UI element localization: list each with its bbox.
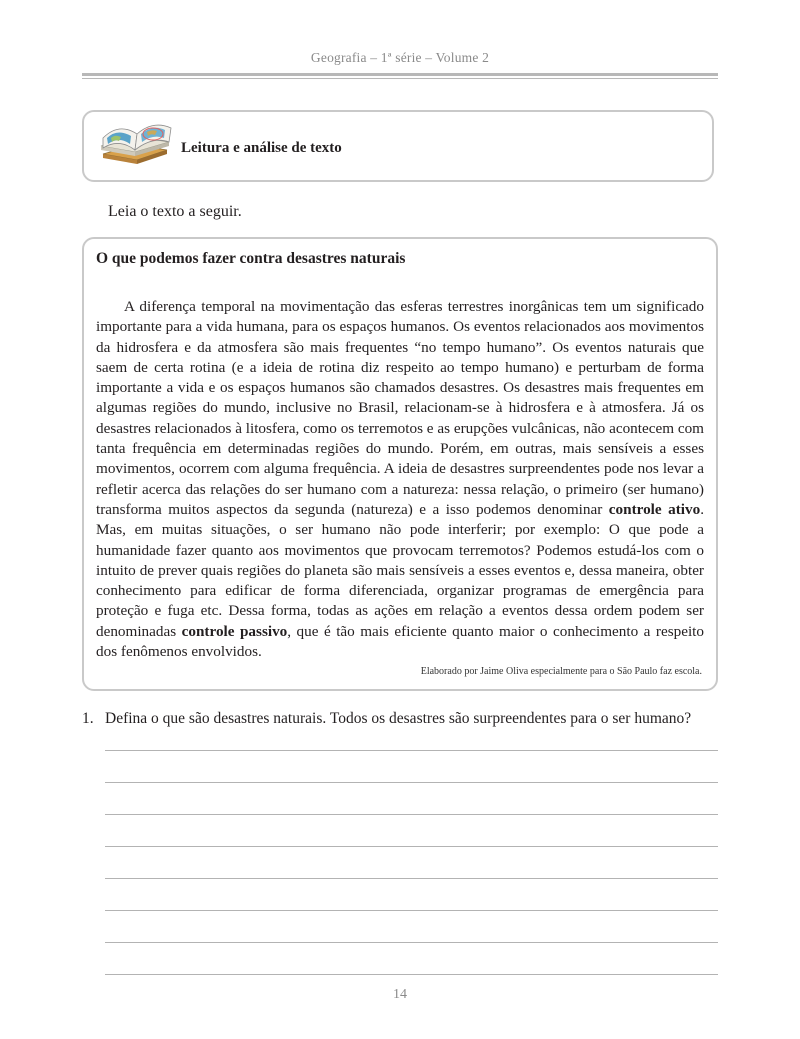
intro-text: Leia o texto a seguir.	[108, 203, 242, 220]
answer-line[interactable]	[105, 750, 718, 751]
answer-line[interactable]	[105, 942, 718, 943]
reading-body-part-2: . Mas, em muitas situações, o ser humano não pode interferir; por exemplo: O que pode a humanidade fazer quanto aos movimentos que provocam terremotos? Podemos estudá-los com o intuito de prever quais regiões do planeta são mais sensíveis a esses eventos e, dessa maneira, obter conhecimento para edificar de forma diferenciada, organizar programas de emergência para proteção e fuga etc. Dessa forma, todas as ações em relação a eventos dessa ordem podem ser denominadas	[96, 500, 705, 640]
question-text: Defina o que são desastres naturais. Todos os desastres são surpreendentes para o ser humano?	[105, 710, 692, 727]
reading-body	[96, 297, 704, 662]
term-controle-ativo: controle ativo	[608, 500, 701, 518]
reading-title: O que podemos fazer contra desastres naturais	[96, 250, 406, 267]
reading-body-part-1: A diferença temporal na movimentação das esferas terrestres inorgânicas tem um significado importante para a vida humana, para os espaços humanos. Os eventos relacionados aos movimentos da hidrosfera e da atmosfera são mais frequentes “no tempo humano”. Os eventos naturais que saem de certa rotina (e a ideia de rotina diz respeito ao tempo humano) e perturbam de forma importante a vida e os espaços humanos são chamados desastres. Os desastres mais frequentes em algumas regiões do mundo, inclusive no Brasil, relacionam-se à hidrosfera e à atmosfera. Já os desastres relacionados à litosfera, como os terremotos e as erupções vulcânicas, não acontecem com tanta frequência em determinadas regiões do mundo. Porém, em outras, mais sensíveis a esses movimentos, ocorrem com alguma frequência. A ideia de desastres surpreendentes pode nos levar a refletir acerca das relações do ser humano com a natureza: nessa relação, o primeiro (ser humano) transforma muitos aspectos da segunda (natureza) e a isso podemos denominar	[96, 298, 704, 518]
answer-line[interactable]	[105, 910, 718, 911]
question-number: 1.	[82, 710, 94, 727]
question-1	[82, 710, 722, 728]
source-credit: Elaborado por Jaime Oliva especialmente para o São Paulo faz escola.	[420, 666, 702, 677]
running-header: Geografia – 1ª série – Volume 2	[310, 50, 490, 65]
header-rule	[82, 73, 718, 76]
section-title: Leitura e análise de texto	[181, 140, 342, 156]
header-rule-thin	[82, 78, 718, 79]
answer-line[interactable]	[105, 878, 718, 879]
answer-line[interactable]	[105, 814, 718, 815]
open-book-icon	[95, 114, 175, 174]
answer-line[interactable]	[105, 846, 718, 847]
section-banner	[82, 110, 714, 182]
answer-line[interactable]	[105, 782, 718, 783]
reading-body-part-3: , que é tão mais eficiente quanto maior o conhecimento a respeito dos fenômenos envolvidos.	[96, 622, 704, 661]
answer-line[interactable]	[105, 974, 718, 975]
term-controle-passivo: controle passivo	[181, 622, 288, 640]
page-number: 14	[393, 987, 407, 1002]
